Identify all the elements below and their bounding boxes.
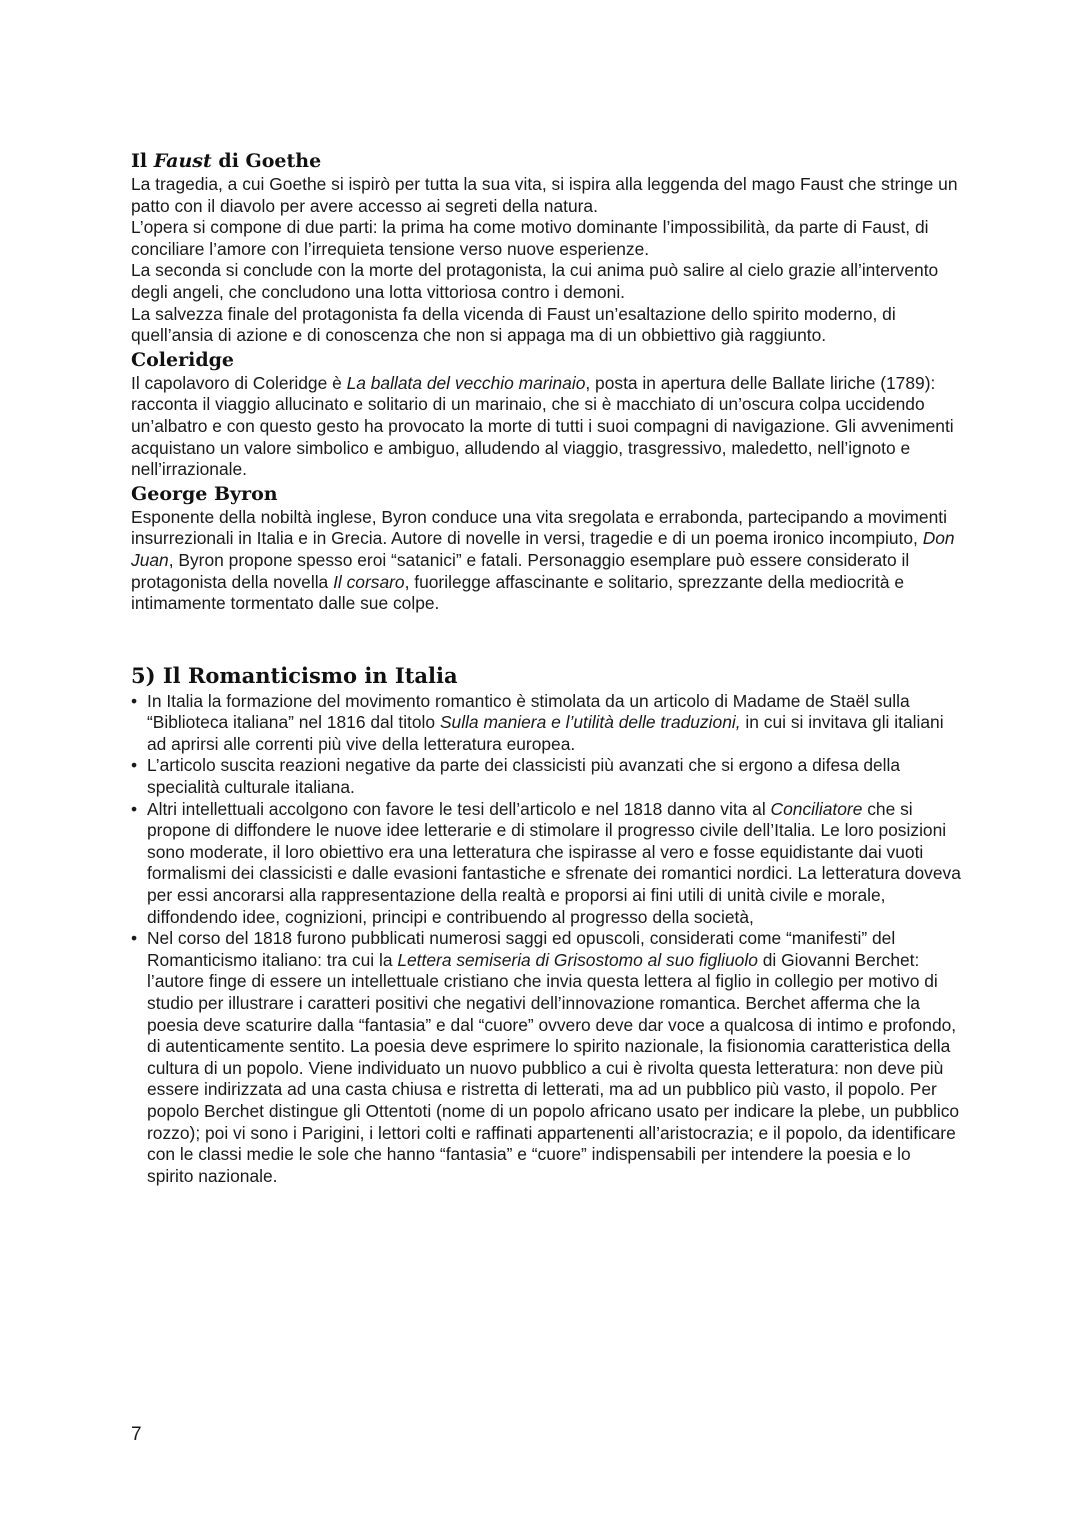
- heading-coleridge: Coleridge: [131, 348, 234, 371]
- heading-faust: [131, 148, 961, 174]
- heading-faust-em: Faust: [153, 150, 212, 172]
- heading-faust-pre: Il: [131, 150, 154, 172]
- byron-text-1: Esponente della nobiltà inglese, Byron conduce una vita sregolata e errabonda, partecipando a movimenti insurrezionali in Italia e in Grecia. Autore di novelle in versi, tragedie e di un poema ironico incompiuto,: [131, 506, 947, 549]
- byron-text-3: , fuorilegge affascinante e solitario, sprezzante della mediocrità e intimamente tormentato dalle sue colpe.: [131, 571, 905, 614]
- heading-byron: George Byron: [131, 482, 278, 505]
- italia-bullet-3: [131, 799, 961, 929]
- byron-work-don-juan: Don Juan: [131, 528, 955, 570]
- faust-paragraph-4: La salvezza finale del protagonista fa della vicenda di Faust un’esaltazione dello spirito moderno, di quell’ansia di azione e di conoscenza che non si appaga ma di un obbiettivo già raggiunto.: [131, 303, 896, 346]
- page-number: 7: [131, 1424, 142, 1445]
- faust-paragraph-2: L’opera si compone di due parti: la prima ha come motivo dominante l’impossibilità, da parte di Faust, di conciliare l’amore con l’irrequieta tensione verso nuove esperienze.: [131, 217, 929, 259]
- byron-paragraph: [131, 507, 961, 615]
- italia-bullet-4-text-1: Nel corso del 1818 furono pubblicati numerosi saggi ed opuscoli, considerati come “manifesti” del Romanticismo italiano: tra cui la: [147, 928, 896, 970]
- coleridge-paragraph: [131, 373, 961, 481]
- italia-bullet-3-text-1: Altri intellettuali accolgono con favore le tesi dell’articolo e nel 1818 danno vita al: [147, 798, 771, 819]
- italia-bullet-1-text-2: in cui si invitava gli italiani ad aprirsi alle correnti più vive della letteratura europea.: [147, 712, 944, 754]
- italia-bullet-1-em: Sulla maniera e l’utilità delle traduzioni,: [439, 712, 741, 733]
- section-spacer: [131, 615, 961, 661]
- italia-bullet-1: [131, 691, 961, 756]
- coleridge-text-1: Il capolavoro di Coleridge è: [131, 372, 347, 393]
- italia-bullet-2: • L’articolo suscita reazioni negative da parte dei classicisti più avanzati che si ergono a difesa della specialità culturale italiana.: [131, 755, 961, 798]
- heading-romanticismo-italia: 5) Il Romanticismo in Italia: [131, 662, 458, 688]
- italia-bullet-3-em: Conciliatore: [770, 798, 863, 819]
- heading-faust-post: di Goethe: [211, 150, 322, 172]
- faust-paragraph-3: La seconda si conclude con la morte del protagonista, la cui anima può salire al cielo grazie all’intervento degli angeli, che concludono una lotta vittoriosa contro i demoni.: [131, 260, 939, 302]
- coleridge-text-2: , posta in apertura delle Ballate liriche (1789): racconta il viaggio allucinato e solitario di un marinaio, che si è macchiato di un’oscura colpa uccidendo un’albatro e con questo gesto ha provocato la morte di tutti i suoi compagni di navigazione. Gli avvenimenti acquistano un valore simbolico e ambiguo, alludendo al viaggio, trasgressivo, maledetto, nell’ignoto e nell’irrazionale.: [131, 372, 954, 480]
- italia-bullet-4-em: Lettera semiseria di Grisostomo al suo figliuolo: [397, 949, 758, 970]
- coleridge-work-title: La ballata del vecchio marinaio: [346, 372, 586, 393]
- byron-text-2: , Byron propone spesso eroi “satanici” e fatali. Personaggio esemplare può essere considerato il protagonista della novella: [131, 549, 910, 592]
- italia-bullet-1-text-1: In Italia la formazione del movimento romantico è stimolata da un articolo di Madame de Staël sulla “Biblioteca italiana” nel 1816 dal titolo: [147, 690, 910, 733]
- italia-bullet-4-text-2: di Giovanni Berchet: l’autore finge di essere un intellettuale cristiano che invia questa lettera al figlio in collegio per motivo di studio per illustrare i caratteri positivi che negativi dell’innovazione romantica. Berchet afferma che la poesia deve scaturire dalla “fantasia” e dal “cuore” ovvero deve dar voce a qualcosa di intimo e profondo, di autenticamente sentito. La poesia deve esprimere lo spirito nazionale, la fisionomia caratteristica della cultura di un popolo. Viene individuato un nuovo pubblico a cui è rivolta questa letteratura: non deve più essere indirizzata ad una casta chiusa e ristretta di letterati, ma ad un pubblico più vasto, il popolo. Per popolo Berchet distingue gli Ottentoti (nome di un popolo africano usato per indicare la plebe, un pubblico rozzo); poi vi sono i Parigini, i lettori colti e raffinati appartenenti all’aristocrazia; e il popolo, da identificare con le classi medie le sole che hanno “fantasia” e “cuore” indispensabili per intendere la poesia e lo spirito nazionale.: [147, 949, 960, 1186]
- document-page: [131, 148, 961, 1187]
- faust-paragraph-1: La tragedia, a cui Goethe si ispirò per tutta la sua vita, si ispira alla leggenda del mago Faust che stringe un patto con il diavolo per avere accesso ai segreti della natura.: [131, 174, 958, 216]
- italia-bullet-4: [131, 928, 961, 1187]
- italia-bullet-3-text-2: che si propone di diffondere le nuove idee letterarie e di stimolare il progresso civile dell’Italia. Le loro posizioni sono moderate, il loro obiettivo era una letteratura che ispirasse al vero e fosse equidistante dai vuoti formalismi dei classicisti e dalle evasioni fantastiche e sfrenate dei romantici nordici. La letteratura doveva per essi ancorarsi alla rappresentazione della realtà e proporsi ai fini utili di unità civile e morale, diffondendo idee, cognizioni, principi e contribuendo al progresso della società,: [147, 798, 961, 927]
- byron-work-corsaro: Il corsaro: [333, 571, 405, 592]
- italia-bullet-list: [131, 691, 961, 1188]
